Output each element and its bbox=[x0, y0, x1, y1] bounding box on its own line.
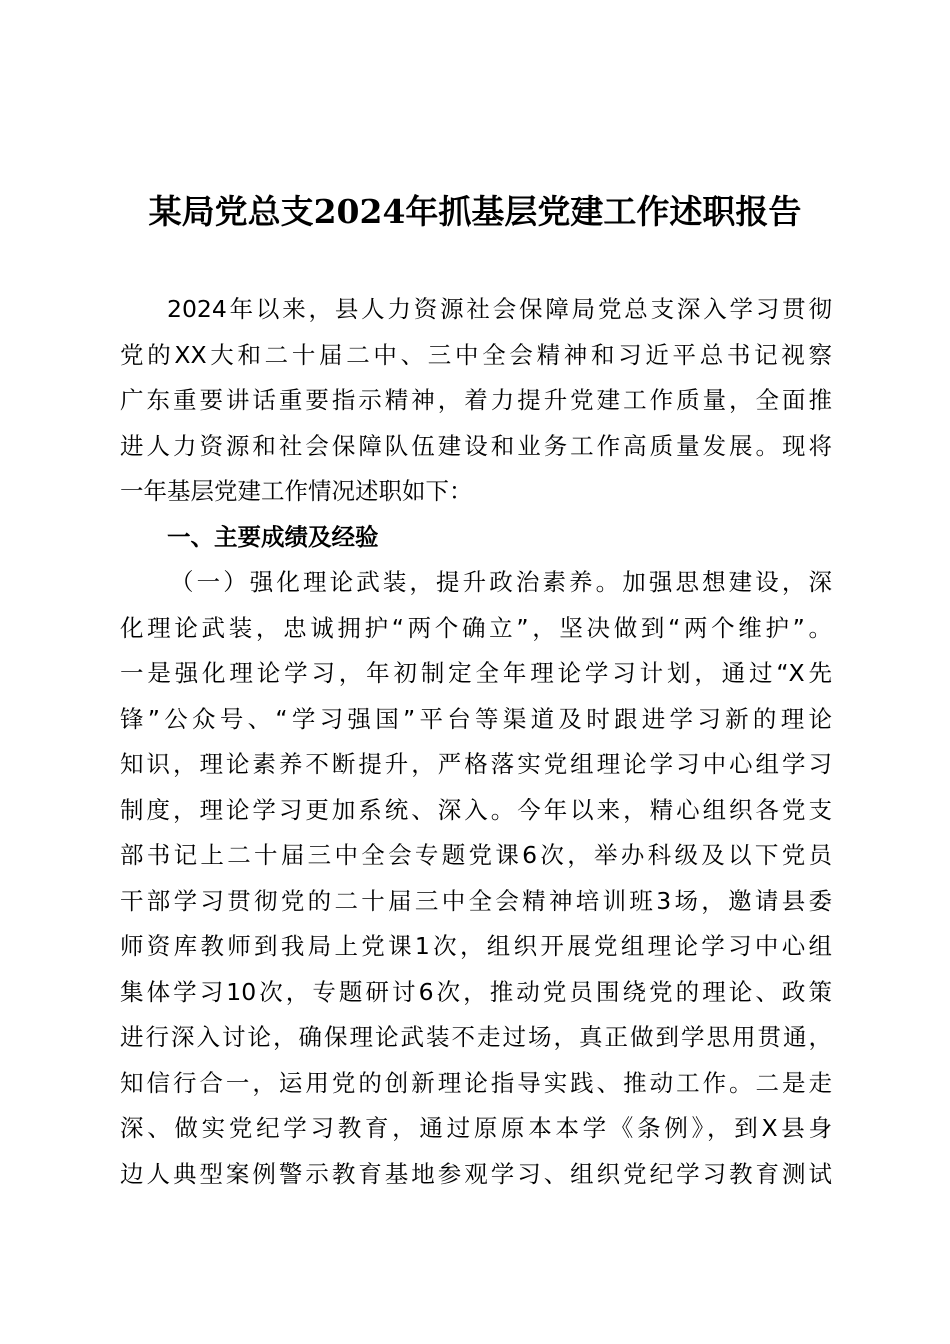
paragraph-line: 党的XX大和二十届二中、三中全会精神和习近平总书记视察 bbox=[120, 340, 832, 369]
paragraph-line: 一年基层党建工作情况述职如下： bbox=[120, 477, 473, 505]
paragraph-line: 知信行合一，运用党的创新理论指导实践、推动工作。二是走 bbox=[120, 1068, 832, 1097]
paragraph-line: 一是强化理论学习，年初制定全年理论学习计划，通过“X先 bbox=[120, 659, 832, 687]
paragraph-line: 深、做实党纪学习教育，通过原原本本学《条例》，到X县身 bbox=[120, 1114, 832, 1142]
paragraph-line: 2024年以来，县人力资源社会保障局党总支深入学习贯彻 bbox=[167, 295, 832, 323]
paragraph-line: 制度，理论学习更加系统、深入。今年以来，精心组织各党支 bbox=[120, 795, 832, 824]
paragraph-line: （一）强化理论武装，提升政治素养。加强思想建设，深 bbox=[170, 568, 832, 596]
document-body bbox=[120, 287, 832, 1197]
paragraph-line: 进行深入讨论，确保理论武装不走过场，真正做到学思用贯通， bbox=[120, 1023, 832, 1051]
paragraph-line: 部书记上二十届三中全会专题党课6次，举办科级及以下党员 bbox=[120, 841, 832, 869]
paragraph-line: 集体学习10次，专题研讨6次，推动党员围绕党的理论、政策 bbox=[120, 977, 832, 1006]
section-heading: 一、主要成绩及经验 bbox=[167, 522, 379, 551]
document-title: 某局党总支2024年抓基层党建工作述职报告 bbox=[148, 192, 802, 231]
paragraph-line: 师资库教师到我局上党课1次，组织开展党组理论学习中心组 bbox=[120, 932, 832, 960]
paragraph-line: 进人力资源和社会保障队伍建设和业务工作高质量发展。现将 bbox=[120, 431, 832, 460]
paragraph-line: 锋”公众号、“学习强国”平台等渠道及时跟进学习新的理论 bbox=[120, 704, 832, 733]
paragraph-line: 干部学习贯彻党的二十届三中全会精神培训班3场，邀请县委 bbox=[120, 886, 832, 915]
paragraph-line: 知识，理论素养不断提升，严格落实党组理论学习中心组学习 bbox=[120, 750, 832, 778]
paragraph-line: 化理论武装，忠诚拥护“两个确立”，坚决做到“两个维护”。 bbox=[120, 613, 832, 642]
paragraph-line: 边人典型案例警示教育基地参观学习、组织党纪学习教育测试 bbox=[120, 1159, 832, 1188]
paragraph-line: 广东重要讲话重要指示精神，着力提升党建工作质量，全面推 bbox=[120, 386, 832, 414]
